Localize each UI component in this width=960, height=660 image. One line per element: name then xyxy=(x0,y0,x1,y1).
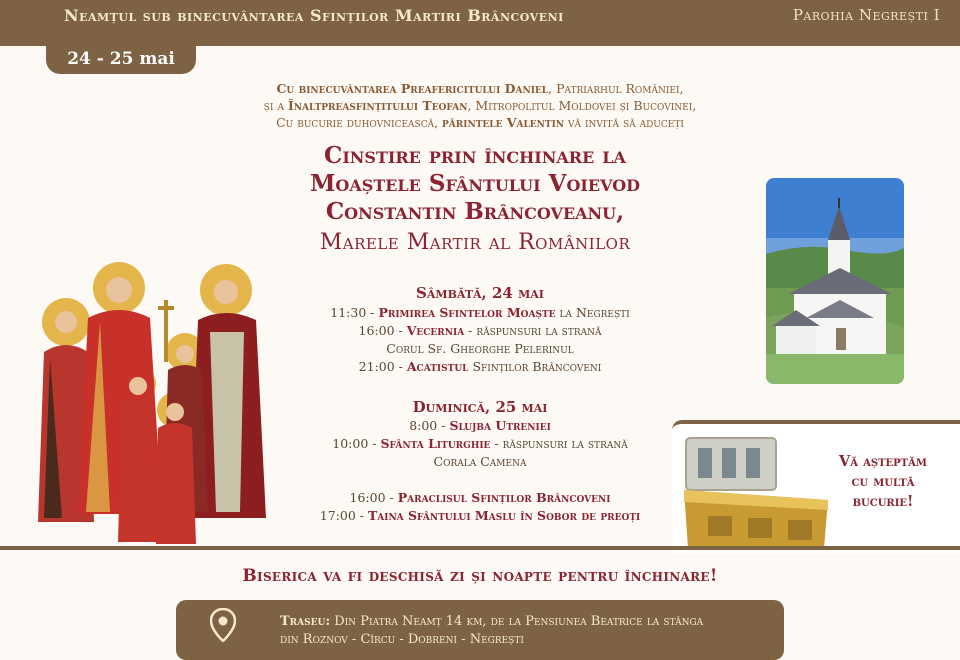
item-title: Sfânta Liturghie xyxy=(380,436,491,451)
intro-line-3 xyxy=(130,114,830,131)
church-illustration xyxy=(766,178,904,384)
banner-title: Neamțul sub binecuvântarea Sfinților Martiri Brâncoveni xyxy=(64,6,564,25)
item-time: 16:00 - xyxy=(349,490,398,505)
route-line-1 xyxy=(280,613,770,631)
intro-bold-2: Înaltpreasfințitului Teofan xyxy=(287,98,468,113)
headline-line-2: Moaștele Sfântului Voievod xyxy=(309,170,641,197)
intro-bold-3: părintele Valentin xyxy=(442,115,565,130)
schedule-item xyxy=(300,304,660,322)
intro-rest-3: vă invită să aduceți xyxy=(564,115,684,130)
item-time: 8:00 - xyxy=(409,418,450,433)
item-title: Taina Sfântului Maslu în Sobor de preoți xyxy=(367,508,641,523)
welcome-line-2: cu multă xyxy=(851,473,915,490)
item-rest: Corala Camena xyxy=(433,454,527,469)
map-pin-icon xyxy=(210,608,236,642)
schedule-item xyxy=(300,322,660,340)
route-bar xyxy=(176,600,784,660)
route-label: Traseu: xyxy=(280,614,331,629)
item-rest: - răspunsuri la strană xyxy=(464,323,602,338)
sunday-schedule xyxy=(300,417,660,525)
item-title: Paraclisul Sfinților Brâncoveni xyxy=(397,490,611,505)
item-time: 21:00 - xyxy=(358,359,407,374)
church-photo xyxy=(766,178,904,384)
route-line-2: din Roznov - Cîrcu - Dobreni - Negrești xyxy=(280,632,524,647)
main-headline xyxy=(180,142,770,226)
schedule-item xyxy=(300,358,660,376)
reliquary-illustration xyxy=(678,430,828,550)
item-title: Slujba Utreniei xyxy=(449,418,551,433)
headline-subtitle: Marele Martir al Românilor xyxy=(319,230,631,255)
open-notice: Biserica va fi deschisă zi și noapte pentru închinare! xyxy=(242,566,718,586)
route-line-1-text: Din Piatra Neamț 14 km, de la Pensiunea Beatrice la stânga xyxy=(330,614,704,629)
intro-line-2 xyxy=(130,97,830,114)
route-text xyxy=(280,613,770,649)
headline-line-1: Cinstire prin închinare la xyxy=(324,142,626,169)
item-time: 10:00 - xyxy=(332,436,381,451)
item-time: 11:30 - xyxy=(330,305,379,320)
top-banner xyxy=(0,0,960,46)
welcome-line-1: Vă așteptăm xyxy=(839,453,927,470)
item-rest: Sfinților Brâncoveni xyxy=(468,359,602,374)
item-rest: la Negrești xyxy=(555,305,630,320)
parish-name: Parohia Negrești I xyxy=(792,6,940,24)
schedule-item xyxy=(300,417,660,435)
saturday-heading: Sâmbătă, 24 mai xyxy=(416,284,544,302)
item-title: Primirea Sfintelor Moaște xyxy=(378,305,556,320)
item-title: Acatistul xyxy=(406,359,469,374)
item-title: Vecernia xyxy=(406,323,465,338)
schedule-item xyxy=(300,489,660,507)
saturday-schedule xyxy=(300,304,660,376)
welcome-line-3: bucurie! xyxy=(852,493,914,510)
date-range-badge: 24 - 25 mai xyxy=(46,46,196,74)
headline-line-3: Constantin Brâncoveanu, xyxy=(325,198,625,225)
sunday-heading: Duminică, 25 mai xyxy=(412,398,548,416)
schedule-item xyxy=(300,453,660,471)
schedule-item xyxy=(300,340,660,358)
item-rest: - răspunsuri la strană xyxy=(490,436,628,451)
section-divider xyxy=(0,546,960,550)
schedule-item xyxy=(300,507,660,525)
welcome-message xyxy=(808,452,958,512)
schedule-spacer xyxy=(300,471,660,489)
schedule-item xyxy=(300,435,660,453)
item-time: 17:00 - xyxy=(319,508,368,523)
intro-rest-2: , Mitropolitul Moldovei și Bucovinei, xyxy=(467,98,697,113)
intro-line-1 xyxy=(130,80,830,97)
intro-pre-2: și a xyxy=(263,98,288,113)
intro-text xyxy=(130,80,830,131)
saints-icon-illustration xyxy=(30,262,275,554)
item-rest: Corul Sf. Gheorghe Pelerinul xyxy=(386,341,574,356)
intro-pre-3: Cu bucurie duhovnicească, xyxy=(276,115,443,130)
item-time: 16:00 - xyxy=(358,323,407,338)
intro-rest-1: , Patriarhul României, xyxy=(548,81,684,96)
intro-bold-1: Cu binecuvântarea Preafericitului Daniel xyxy=(276,81,549,96)
